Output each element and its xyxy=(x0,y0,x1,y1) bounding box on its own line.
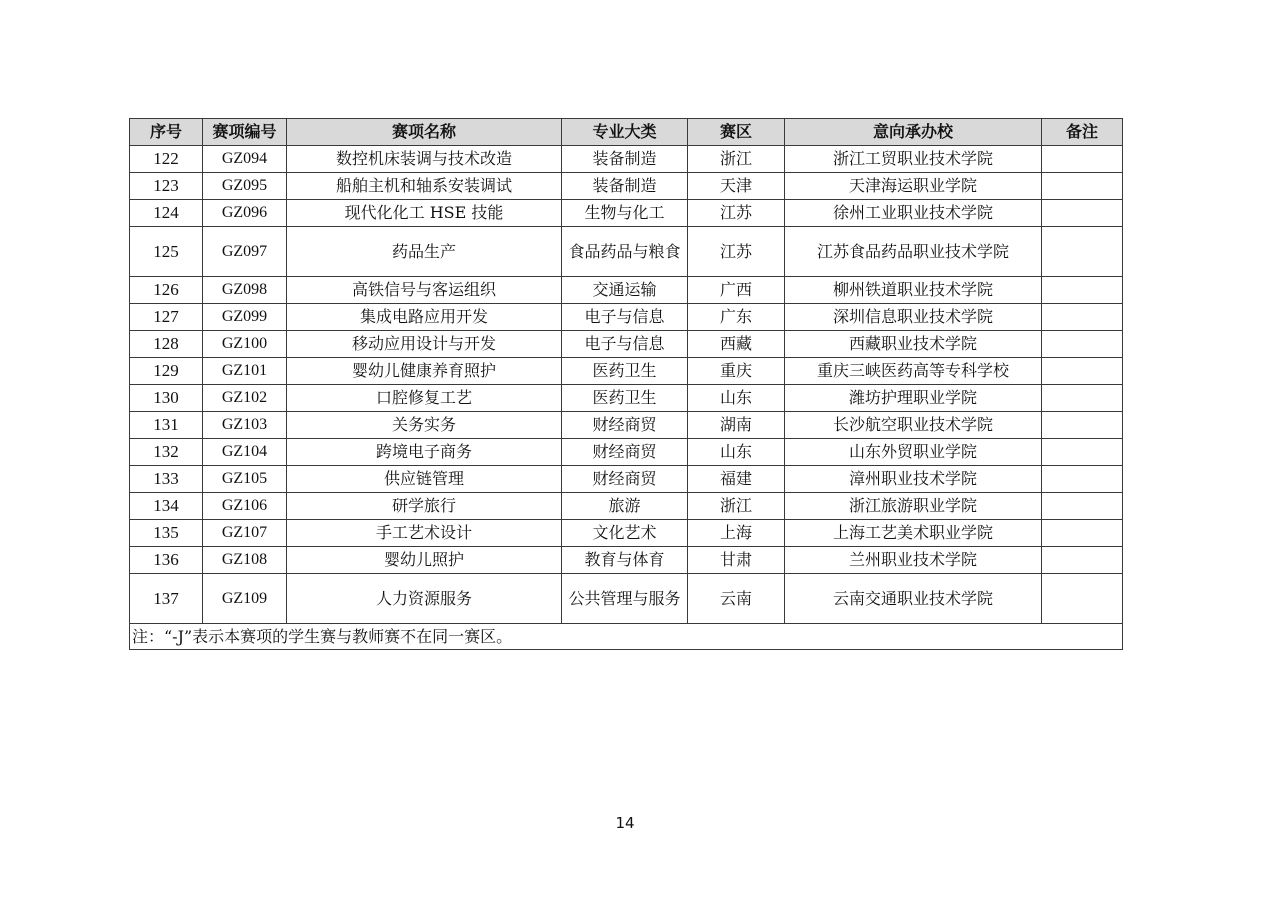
cell-school: 徐州工业职业技术学院 xyxy=(785,200,1042,227)
cell-region: 江苏 xyxy=(688,200,785,227)
cell-seq: 133 xyxy=(130,466,203,493)
cell-category: 文化艺术 xyxy=(562,520,688,547)
cell-school: 浙江工贸职业技术学院 xyxy=(785,146,1042,173)
cell-remark xyxy=(1042,547,1123,574)
cell-remark xyxy=(1042,358,1123,385)
cell-category: 医药卫生 xyxy=(562,358,688,385)
header-category: 专业大类 xyxy=(562,119,688,146)
cell-code: GZ101 xyxy=(203,358,287,385)
cell-name: 高铁信号与客运组织 xyxy=(287,277,562,304)
cell-name: 手工艺术设计 xyxy=(287,520,562,547)
cell-name: 跨境电子商务 xyxy=(287,439,562,466)
cell-remark xyxy=(1042,439,1123,466)
cell-category: 生物与化工 xyxy=(562,200,688,227)
table-row xyxy=(130,358,1123,385)
cell-seq: 137 xyxy=(130,574,203,624)
cell-remark xyxy=(1042,412,1123,439)
header-region: 赛区 xyxy=(688,119,785,146)
table-row xyxy=(130,547,1123,574)
competition-table xyxy=(129,118,1123,650)
cell-school: 天津海运职业学院 xyxy=(785,173,1042,200)
cell-code: GZ103 xyxy=(203,412,287,439)
cell-category: 医药卫生 xyxy=(562,385,688,412)
header-school: 意向承办校 xyxy=(785,119,1042,146)
table-row xyxy=(130,439,1123,466)
cell-seq: 135 xyxy=(130,520,203,547)
cell-name: 人力资源服务 xyxy=(287,574,562,624)
cell-seq: 128 xyxy=(130,331,203,358)
cell-region: 甘肃 xyxy=(688,547,785,574)
cell-code: GZ107 xyxy=(203,520,287,547)
cell-remark xyxy=(1042,146,1123,173)
cell-school: 长沙航空职业技术学院 xyxy=(785,412,1042,439)
cell-region: 广西 xyxy=(688,277,785,304)
cell-seq: 134 xyxy=(130,493,203,520)
cell-category: 装备制造 xyxy=(562,146,688,173)
cell-seq: 123 xyxy=(130,173,203,200)
cell-school: 云南交通职业技术学院 xyxy=(785,574,1042,624)
cell-seq: 125 xyxy=(130,227,203,277)
cell-code: GZ098 xyxy=(203,277,287,304)
cell-remark xyxy=(1042,385,1123,412)
cell-school: 柳州铁道职业技术学院 xyxy=(785,277,1042,304)
cell-name: 婴幼儿健康养育照护 xyxy=(287,358,562,385)
cell-region: 江苏 xyxy=(688,227,785,277)
cell-remark xyxy=(1042,304,1123,331)
cell-seq: 130 xyxy=(130,385,203,412)
table-row xyxy=(130,173,1123,200)
table-row xyxy=(130,466,1123,493)
page-number: 14 xyxy=(615,814,635,832)
cell-school: 浙江旅游职业学院 xyxy=(785,493,1042,520)
table-row xyxy=(130,200,1123,227)
cell-category: 电子与信息 xyxy=(562,331,688,358)
cell-category: 旅游 xyxy=(562,493,688,520)
cell-school: 兰州职业技术学院 xyxy=(785,547,1042,574)
cell-remark xyxy=(1042,574,1123,624)
cell-region: 云南 xyxy=(688,574,785,624)
header-name: 赛项名称 xyxy=(287,119,562,146)
header-seq: 序号 xyxy=(130,119,203,146)
cell-name: 数控机床装调与技术改造 xyxy=(287,146,562,173)
cell-remark xyxy=(1042,173,1123,200)
cell-region: 重庆 xyxy=(688,358,785,385)
cell-category: 装备制造 xyxy=(562,173,688,200)
cell-category: 公共管理与服务 xyxy=(562,574,688,624)
cell-name: 婴幼儿照护 xyxy=(287,547,562,574)
cell-seq: 127 xyxy=(130,304,203,331)
cell-region: 山东 xyxy=(688,439,785,466)
cell-school: 漳州职业技术学院 xyxy=(785,466,1042,493)
table-note: 注：“-J”表示本赛项的学生赛与教师赛不在同一赛区。 xyxy=(130,624,1123,650)
cell-name: 集成电路应用开发 xyxy=(287,304,562,331)
cell-seq: 131 xyxy=(130,412,203,439)
cell-code: GZ099 xyxy=(203,304,287,331)
cell-region: 湖南 xyxy=(688,412,785,439)
table-row xyxy=(130,227,1123,277)
cell-category: 教育与体育 xyxy=(562,547,688,574)
cell-category: 交通运输 xyxy=(562,277,688,304)
cell-name: 口腔修复工艺 xyxy=(287,385,562,412)
cell-remark xyxy=(1042,200,1123,227)
table-row xyxy=(130,146,1123,173)
cell-code: GZ104 xyxy=(203,439,287,466)
cell-seq: 136 xyxy=(130,547,203,574)
cell-region: 浙江 xyxy=(688,493,785,520)
cell-remark xyxy=(1042,520,1123,547)
cell-seq: 124 xyxy=(130,200,203,227)
cell-region: 广东 xyxy=(688,304,785,331)
header-code: 赛项编号 xyxy=(203,119,287,146)
cell-name: 供应链管理 xyxy=(287,466,562,493)
cell-code: GZ105 xyxy=(203,466,287,493)
cell-category: 电子与信息 xyxy=(562,304,688,331)
cell-category: 财经商贸 xyxy=(562,412,688,439)
cell-seq: 122 xyxy=(130,146,203,173)
cell-name: 现代化化工 HSE 技能 xyxy=(287,200,562,227)
cell-code: GZ096 xyxy=(203,200,287,227)
cell-school: 重庆三峡医药高等专科学校 xyxy=(785,358,1042,385)
table-header-row xyxy=(130,119,1123,146)
cell-code: GZ100 xyxy=(203,331,287,358)
table-row xyxy=(130,304,1123,331)
cell-remark xyxy=(1042,227,1123,277)
cell-region: 上海 xyxy=(688,520,785,547)
cell-school: 江苏食品药品职业技术学院 xyxy=(785,227,1042,277)
cell-code: GZ109 xyxy=(203,574,287,624)
table-row xyxy=(130,331,1123,358)
cell-code: GZ106 xyxy=(203,493,287,520)
cell-school: 上海工艺美术职业学院 xyxy=(785,520,1042,547)
cell-region: 西藏 xyxy=(688,331,785,358)
cell-school: 深圳信息职业技术学院 xyxy=(785,304,1042,331)
header-remark: 备注 xyxy=(1042,119,1123,146)
cell-seq: 126 xyxy=(130,277,203,304)
cell-name: 研学旅行 xyxy=(287,493,562,520)
cell-remark xyxy=(1042,493,1123,520)
table-row xyxy=(130,385,1123,412)
cell-region: 浙江 xyxy=(688,146,785,173)
cell-code: GZ095 xyxy=(203,173,287,200)
cell-category: 财经商贸 xyxy=(562,466,688,493)
cell-name: 移动应用设计与开发 xyxy=(287,331,562,358)
cell-remark xyxy=(1042,277,1123,304)
cell-code: GZ102 xyxy=(203,385,287,412)
cell-category: 食品药品与粮食 xyxy=(562,227,688,277)
table-row xyxy=(130,574,1123,624)
cell-code: GZ097 xyxy=(203,227,287,277)
cell-name: 药品生产 xyxy=(287,227,562,277)
cell-seq: 129 xyxy=(130,358,203,385)
cell-remark xyxy=(1042,466,1123,493)
table-row xyxy=(130,520,1123,547)
table-note-row xyxy=(130,624,1123,650)
table-row xyxy=(130,412,1123,439)
cell-code: GZ108 xyxy=(203,547,287,574)
cell-school: 西藏职业技术学院 xyxy=(785,331,1042,358)
cell-region: 山东 xyxy=(688,385,785,412)
cell-school: 山东外贸职业学院 xyxy=(785,439,1042,466)
cell-name: 关务实务 xyxy=(287,412,562,439)
cell-region: 天津 xyxy=(688,173,785,200)
table-row xyxy=(130,277,1123,304)
cell-region: 福建 xyxy=(688,466,785,493)
cell-seq: 132 xyxy=(130,439,203,466)
cell-category: 财经商贸 xyxy=(562,439,688,466)
table-row xyxy=(130,493,1123,520)
cell-code: GZ094 xyxy=(203,146,287,173)
cell-school: 潍坊护理职业学院 xyxy=(785,385,1042,412)
cell-remark xyxy=(1042,331,1123,358)
cell-name: 船舶主机和轴系安装调试 xyxy=(287,173,562,200)
